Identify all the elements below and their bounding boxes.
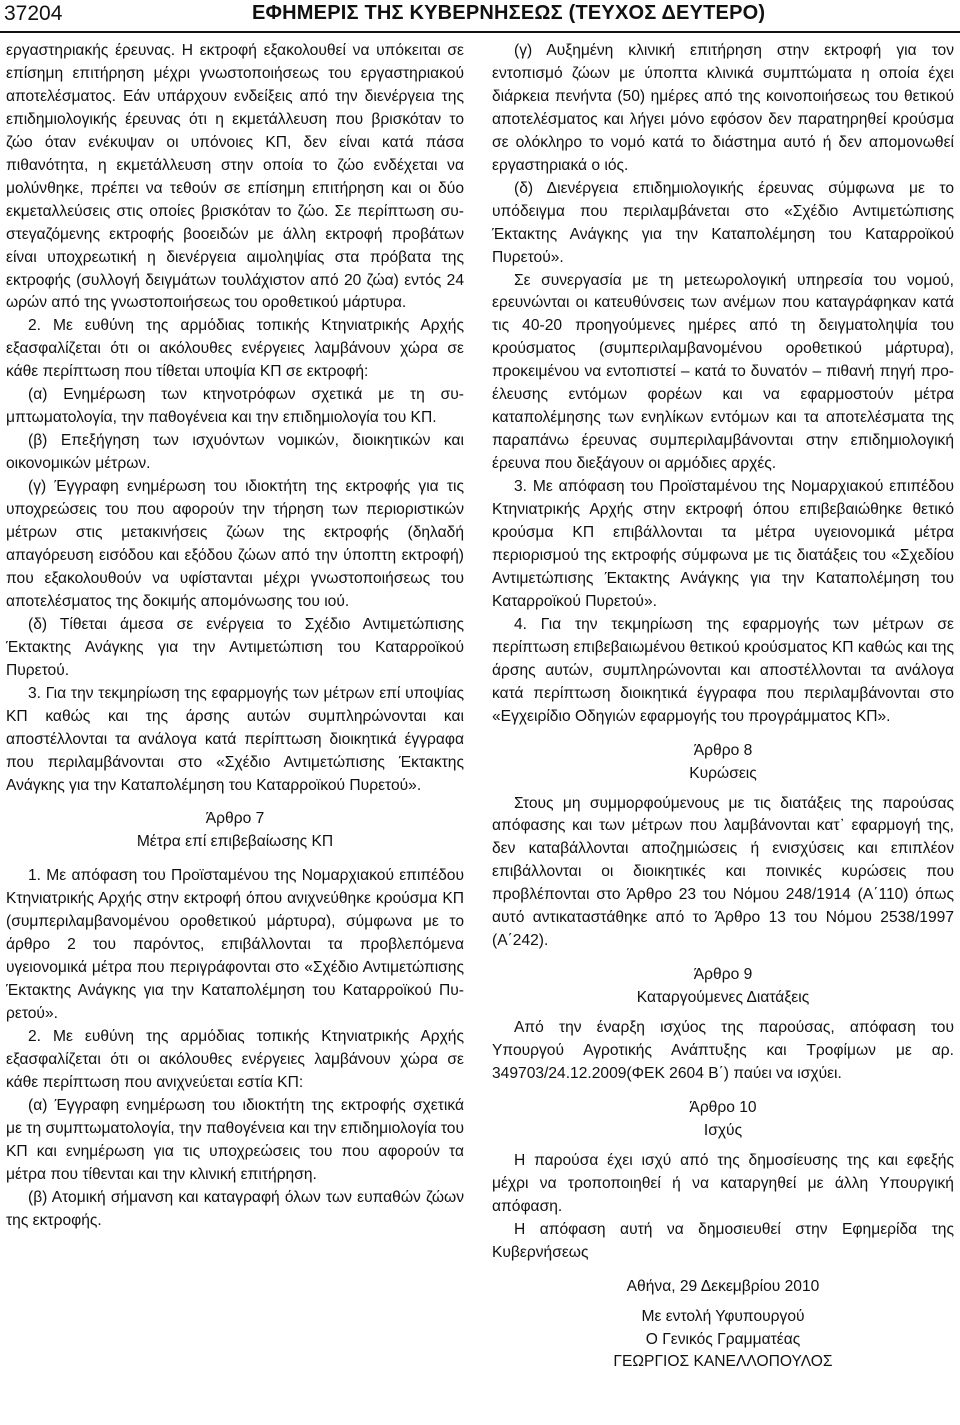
paragraph: Η παρούσα έχει ισχύ από της δημοσίευσης της και εφεξής μέχρι να τροποποιηθεί ή να καταργηθεί με άλλη Υπουργική απόφαση. <box>492 1151 954 1215</box>
spacer <box>6 854 464 865</box>
page-header <box>0 0 960 34</box>
header-rule <box>0 31 960 33</box>
paragraph: εργαστηριακής έρευνας. Η εκτροφή εξακολουθεί να υπόκειται σε επίσημη επιτήρηση μέχρι γνωστοποιήσεως του εργαστηριακού αποτελέσματος. Εάν υπάρχουν ενδείξεις από την διενέργεια της επιδημιολογικής έρευνας ότι η εκμετάλλευση που βρισκόταν το ζώο όταν ενέκυψαν οι υπόνοιες ΚΠ, δεν είναι κατά πάσα πιθανότητα, η εκμετάλλευση στην οποία το ζώο ενδέχεται να μολύνθηκε, πρέπει να τεθούν σε επίσημη επιτήρηση και οι δύο εκμεταλλεύσεις στις οποίες βρισκόταν το ζώο. Σε περίπτωση συστεγαζόμενης εκτροφής βοοειδών με άλλη εκτροφή προβάτων είναι υποχρεωτική η διενέργεια αιμοληψίας στα πρόβατα της εκτροφής (συλλογή δειγμάτων τουλάχιστον από 20 ζώα) εντός 24 ωρών από της γνωστοποιήσεως του οροθετικού μάρτυρα. <box>6 42 464 312</box>
signature-name: ΓΕΩΡΓΙΟΣ ΚΑΝΕΛΛΟΠΟΥΛΟΣ <box>613 1353 833 1371</box>
paragraph: (γ) Αυξημένη κλινική επιτήρηση στην εκτροφή για τον εντοπισμό ζώων με ύποπτα κλινικά συμπτώματα η οποία έχει διάρκεια πενήντα (50) ημέρες από της κοινοποιήσεως του θετικού αποτελέσματος και λήγει μόνο εφόσον δεν παρατηρηθεί κρούσμα σε ολόκληρο το νομό κατά το διάστημα αυτό ή δεν απομονωθεί εργαστηριακά ο ιός. <box>492 42 954 174</box>
article-7-title: Άρθρο 7 <box>205 810 265 828</box>
paragraph: (γ) Έγγραφη ενημέρωση του ιδιοκτήτη της εκτροφής για τις υποχρεώσεις του που αφορούν την τήρηση των περιοριστικών μέτρων στις μετακινήσεις ζώων της εκτροφής (δηλαδή απαγόρευση εισόδου και εξόδου ζώων από την ύποπτη εκτροφή) που εξακολουθούν να υφίστανται μέχρι γνωστοποιήσεως του αποτελέσματος της δοκιμής απομόνωσης του ιού. <box>6 478 464 610</box>
right-column <box>492 40 954 1374</box>
page-number: 37204 <box>4 2 63 25</box>
paragraph: Η απόφαση αυτή να δημοσιευθεί στην Εφημερίδα της Κυβερνήσεως <box>492 1220 954 1261</box>
spacer <box>492 1299 954 1306</box>
paragraph: 2. Με ευθύνη της αρμόδιας τοπικής Κτηνιατρικής Αρχής εξασφαλίζεται ότι οι ακόλουθες ενέργειες λαμβάνουν χώρα σε κάθε περίπτωση που τίθεται υποψία ΚΠ σε εκτροφή: <box>6 317 464 381</box>
article-8-subtitle: Κυρώσεις <box>689 764 757 782</box>
paragraph: Από την έναρξη ισχύος της παρούσας, απόφαση του Υπουργού Αγροτικής Ανάπτυξης και Τροφίμων με αρ. 349703/24.12.2009(ΦΕΚ 2604 Β΄) παύει να ισχύει. <box>492 1019 954 1082</box>
paragraph: 2. Με ευθύνη της αρμόδιας τοπικής Κτηνιατρικής Αρχής εξασφαλίζεται ότι οι ακόλουθες ενέργειες λαμβάνουν χώρα σε κάθε περίπτωση που ανιχνεύεται εστία ΚΠ: <box>6 1028 464 1091</box>
article-10-title: Άρθρο 10 <box>689 1098 757 1116</box>
paragraph: 3. Με απόφαση του Προϊσταμένου της Νομαρχιακού επιπέδου Κτηνιατρικής Αρχής στην εκτροφή όπου επιβεβαιώθηκε θετικό κρούσμα ΚΠ επιβάλλονται τα μέτρα υγειονομικά μέτρα περιορισμού της εκτροφής σύμφωνα με τις διατάξεις του «Σχεδίου Αντιμετώπισης Έκτακτης Ανάγκης για την Καταπολέμηση του Καταρροϊκού Πυρετού». <box>492 478 954 610</box>
spacer <box>492 1010 954 1017</box>
signature-place-date: Αθήνα, 29 Δεκεμβρίου 2010 <box>626 1277 820 1295</box>
spacer <box>492 1265 954 1276</box>
paragraph: (β) Ατομική σήμανση και καταγραφή όλων των ευπαθών ζώων της εκτροφής. <box>6 1188 464 1229</box>
left-column <box>6 40 464 1233</box>
spacer <box>492 953 954 964</box>
signature-order: Με εντολή Υφυπουργού <box>641 1307 805 1325</box>
spacer <box>492 1143 954 1150</box>
paragraph: (α) Έγγραφη ενημέρωση του ιδιοκτήτη της εκτροφής σχετικά με τη συμπτωματολογία, την παθογένεια και την επιδημιολογία του ΚΠ και ενημέρωση για τις υποχρεώσεις του που αφορούν τα μέτρα που τίθενται και την κλινική επιτήρηση. <box>6 1096 464 1183</box>
paragraph: (α) Ενημέρωση των κτηνοτρόφων σχετικά με τη συμπτωματολογία, την παθογένεια και την επιδημιολογία του ΚΠ. <box>6 386 464 427</box>
spacer <box>492 1086 954 1097</box>
paragraph: 3. Για την τεκμηρίωση της εφαρμογής των μέτρων επί υποψίας ΚΠ καθώς και της άρσης αυτών συμπληρώνονται και αποστέλλονται τα ανάλογα κατά περίπτωση διοικητικά έγγραφα που περιλαμβάνονται στο «Σχέδιο Αντιμετώπισης Έκτακτης Ανάγκης για την Καταπολέμηση του Καταρροϊκού Πυρετού». <box>6 684 464 794</box>
spacer <box>492 786 954 793</box>
paragraph: (δ) Διενέργεια επιδημιολογικής έρευνας σύμφωνα με το υπόδειγμα που περιλαμβάνεται στο «Σχέδιο Αντιμετώπισης Έκτακτης Ανάγκης για την Καταπολέμηση του Καταρροϊκού Πυρετού». <box>492 179 954 266</box>
article-8-title: Άρθρο 8 <box>693 741 753 759</box>
paragraph: 1. Με απόφαση του Προϊσταμένου της Νομαρχιακού επιπέδου Κτηνιατρικής Αρχής στην εκτροφή όπου ανιχνεύθηκε κρούσμα ΚΠ (συμπεριλαμβανομένου οροθετικού μάρτυρα), σύμφωνα με το άρθρο 2 του παρόντος, επιβάλλονται τα προβλεπόμενα υγειονομικά μέτρα που περιγράφονται στο «Σχέδιο Αντιμετώπισης Έκτακτης Ανάγκης για την Καταπολέμηση του Καταρροϊκού Πυρετού». <box>6 867 464 1023</box>
paragraph: 4. Για την τεκμηρίωση της εφαρμογής των μέτρων σε περίπτωση επιβεβαιωμένου θετικού κρούσματος ΚΠ καθώς και της άρσης αυτών, συμπληρώνονται και αποστέλλονται τα ανάλογα κατά περίπτωση διοικητικά έγγραφα που περιλαμβάνονται στο «Εγχειρίδιο Οδηγιών εφαρμογής του προγράμματος ΚΠ». <box>492 615 954 725</box>
signature-role: Ο Γενικός Γραμματέας <box>645 1330 801 1348</box>
spacer <box>492 729 954 740</box>
spacer <box>6 797 464 808</box>
paragraph: Σε συνεργασία με τη μετεωρολογική υπηρεσία του νομού, ερευνώνται οι κατευθύνσεις των ανέμων που καταγράφηκαν κατά τις 40-20 προηγούμενες ημέρες από τη δειγματοληψία του κρούσματος (συμπεριλαμβανομένου οροθετικού μάρτυρα), προκειμένου να εντοπιστεί – κατά το δυνατόν – πιθανή πηγή προέλευσης εντόμων φορέων και να εφαρμοστούν μέτρα καταπολέμησης των ενηλίκων εντόμων και τα αποτελέσματα της παραπάνω έρευνας συμπεριλαμβάνονται στην επιδημιολογική έρευνα που διεξάγουν οι αρμόδιες αρχές. <box>492 271 954 473</box>
journal-title: ΕΦΗΜΕΡΙΣ ΤΗΣ ΚΥΒΕΡΝΗΣΕΩΣ (ΤΕΥΧΟΣ ΔΕΥΤΕΡΟ) <box>252 2 766 24</box>
article-9-subtitle: Καταργούμενες Διατάξεις <box>636 989 810 1007</box>
article-7-subtitle: Μέτρα επί επιβεβαίωσης ΚΠ <box>136 833 334 851</box>
paragraph: Στους μη συμμορφούμενους με τις διατάξεις της παρούσας απόφασης και των μέτρων που λαμβάνονται κατ᾽ εφαρμογή της, δεν καταβάλλονται αποζημιώσεις ή ενισχύσεις και επιπλέον επιβάλλονται οι διοικητικές και ποινικές κυρώσεις που προβλέπονται στο Άρθρο 23 του Νόμου 248/1914 (Α΄110) όπως αυτό αντικαταστάθηκε από το Άρθρο 13 του Νόμου 2538/1997 (Α΄242). <box>492 794 954 950</box>
paragraph: (β) Επεξήγηση των ισχυόντων νομικών, διοικητικών και οικονομικών μέτρων. <box>6 432 464 473</box>
paragraph: (δ) Τίθεται άμεσα σε ενέργεια το Σχέδιο Αντιμετώπισης Έκτακτης Ανάγκης για την Αντιμετώπιση του Καταρροϊκού Πυρετού. <box>6 615 464 679</box>
article-9-title: Άρθρο 9 <box>693 966 753 984</box>
article-10-subtitle: Ισχύς <box>703 1121 743 1139</box>
